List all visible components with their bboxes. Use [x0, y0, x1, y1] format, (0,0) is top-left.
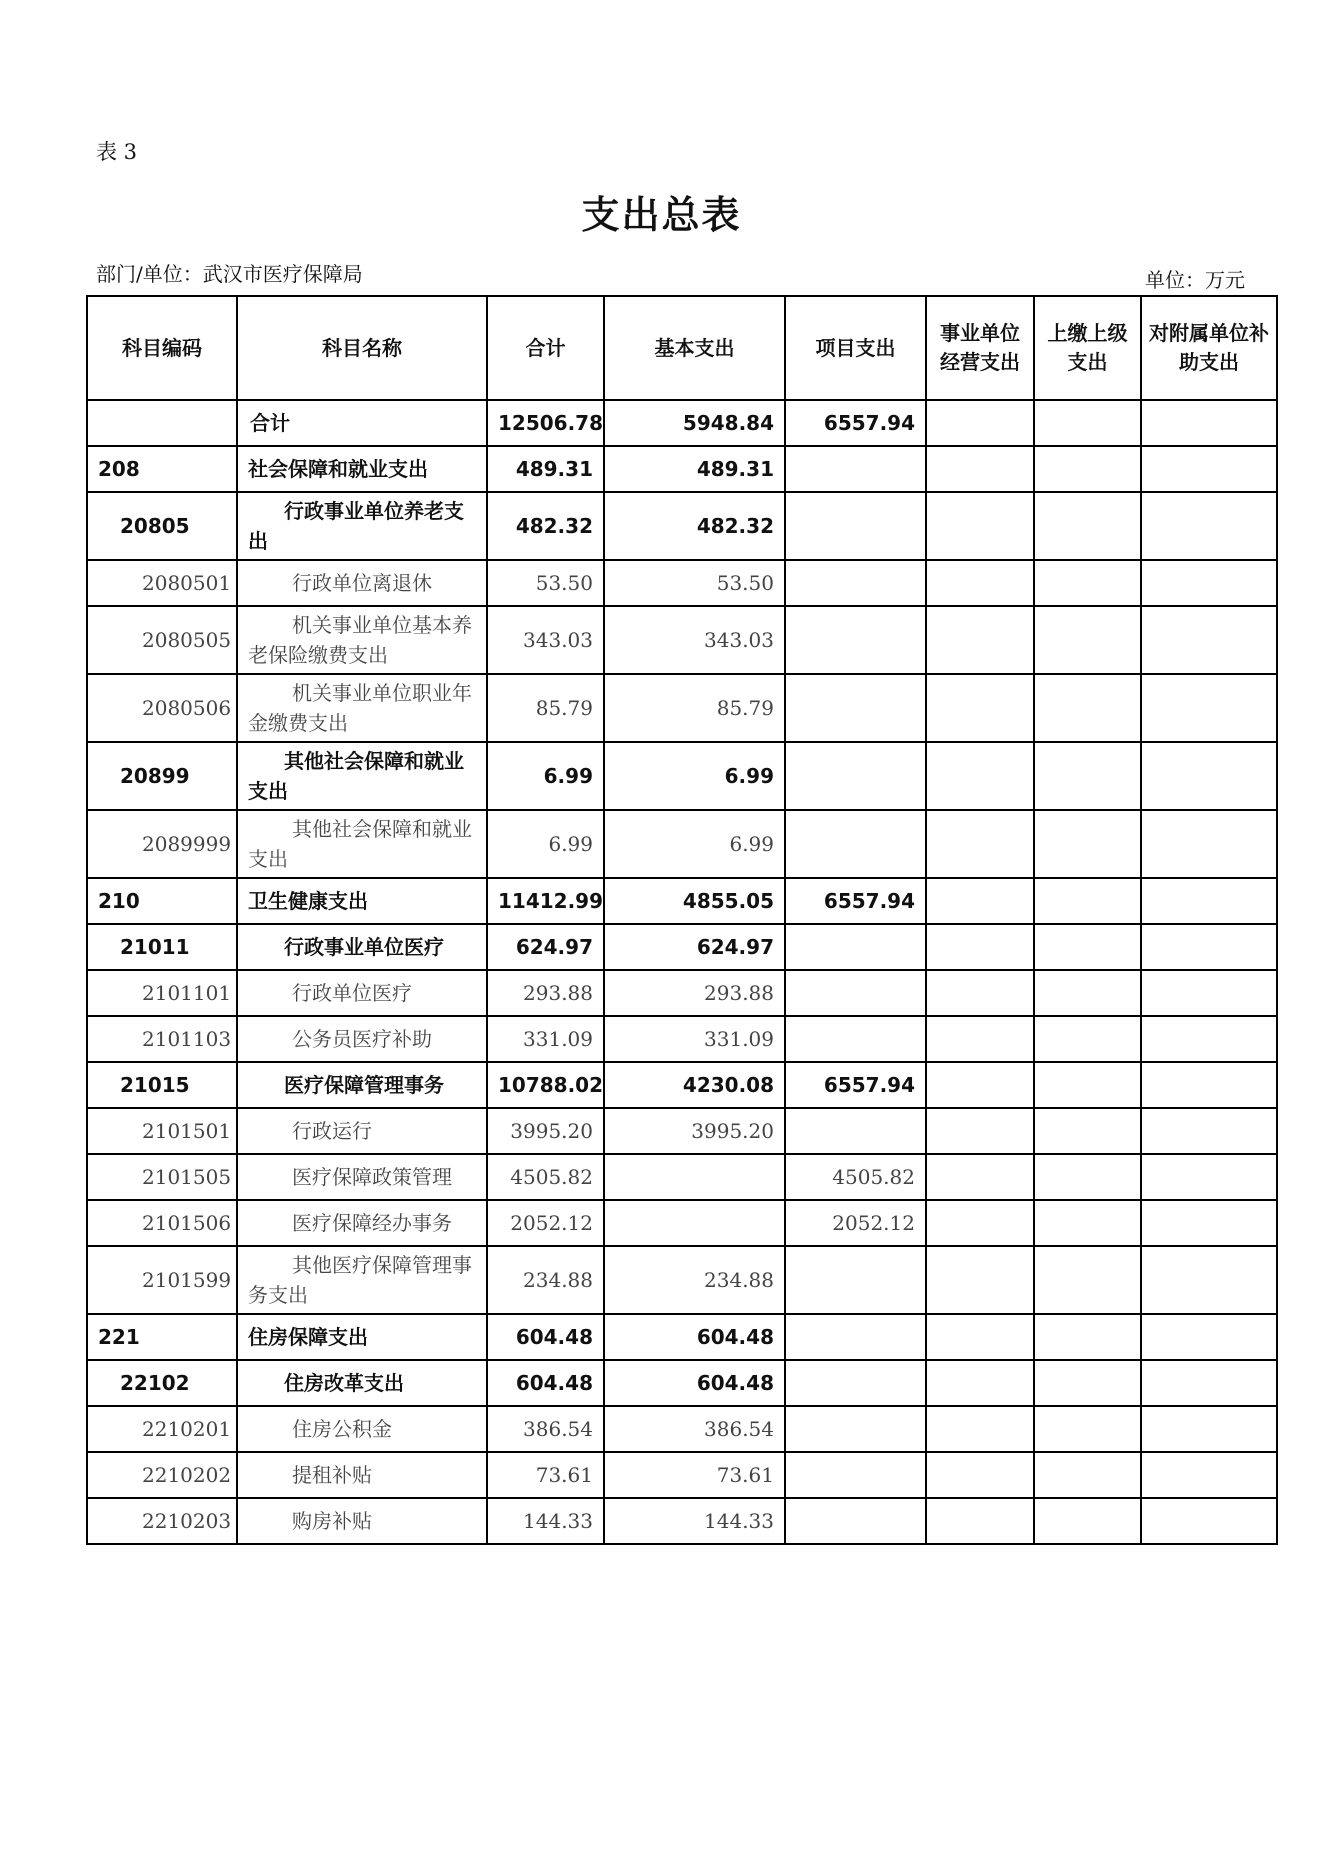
cell-name: 卫生健康支出 [237, 878, 487, 924]
cell-subsidy [1141, 1016, 1277, 1062]
cell-code: 21011 [87, 924, 237, 970]
cell-total: 11412.99 [487, 878, 604, 924]
cell-total: 343.03 [487, 606, 604, 674]
cell-business [926, 400, 1034, 446]
cell-project [785, 1452, 926, 1498]
cell-upper [1034, 446, 1141, 492]
cell-upper [1034, 1452, 1141, 1498]
cell-project: 4505.82 [785, 1154, 926, 1200]
cell-project [785, 924, 926, 970]
cell-total: 85.79 [487, 674, 604, 742]
cell-business [926, 970, 1034, 1016]
table-row [87, 742, 1277, 810]
header-upper: 上缴上级支出 [1034, 296, 1141, 400]
cell-subsidy [1141, 1498, 1277, 1544]
cell-upper [1034, 1200, 1141, 1246]
cell-name: 其他医疗保障管理事务支出 [237, 1246, 487, 1314]
table-row [87, 1406, 1277, 1452]
cell-upper [1034, 878, 1141, 924]
cell-name: 住房改革支出 [237, 1360, 487, 1406]
cell-name: 行政运行 [237, 1108, 487, 1154]
cell-project [785, 970, 926, 1016]
cell-business [926, 1406, 1034, 1452]
cell-project [785, 1246, 926, 1314]
header-code: 科目编码 [87, 296, 237, 400]
cell-subsidy [1141, 606, 1277, 674]
cell-name: 行政事业单位养老支出 [237, 492, 487, 560]
cell-upper [1034, 400, 1141, 446]
cell-business [926, 1246, 1034, 1314]
table-row [87, 674, 1277, 742]
cell-subsidy [1141, 400, 1277, 446]
cell-basic: 4230.08 [604, 1062, 785, 1108]
cell-project [785, 1314, 926, 1360]
cell-name: 行政单位离退休 [237, 560, 487, 606]
cell-upper [1034, 1406, 1141, 1452]
cell-project [785, 674, 926, 742]
cell-business [926, 878, 1034, 924]
cell-basic: 604.48 [604, 1314, 785, 1360]
table-row [87, 400, 1277, 446]
cell-upper [1034, 970, 1141, 1016]
cell-total: 6.99 [487, 742, 604, 810]
header-name: 科目名称 [237, 296, 487, 400]
cell-basic: 624.97 [604, 924, 785, 970]
cell-code: 2101506 [87, 1200, 237, 1246]
table-row [87, 1062, 1277, 1108]
cell-project [785, 1406, 926, 1452]
cell-basic: 73.61 [604, 1452, 785, 1498]
cell-total: 10788.02 [487, 1062, 604, 1108]
cell-business [926, 1498, 1034, 1544]
cell-total: 144.33 [487, 1498, 604, 1544]
cell-upper [1034, 674, 1141, 742]
cell-subsidy [1141, 446, 1277, 492]
cell-basic: 293.88 [604, 970, 785, 1016]
cell-business [926, 674, 1034, 742]
table-number: 表 3 [96, 140, 138, 164]
table-row [87, 1016, 1277, 1062]
table-row [87, 810, 1277, 878]
cell-total: 293.88 [487, 970, 604, 1016]
cell-basic: 3995.20 [604, 1108, 785, 1154]
cell-subsidy [1141, 1360, 1277, 1406]
cell-upper [1034, 742, 1141, 810]
cell-upper [1034, 1314, 1141, 1360]
cell-subsidy [1141, 924, 1277, 970]
cell-code: 221 [87, 1314, 237, 1360]
cell-name: 住房保障支出 [237, 1314, 487, 1360]
cell-subsidy [1141, 1314, 1277, 1360]
cell-total: 234.88 [487, 1246, 604, 1314]
cell-code: 2101505 [87, 1154, 237, 1200]
header-basic: 基本支出 [604, 296, 785, 400]
cell-business [926, 606, 1034, 674]
cell-basic: 604.48 [604, 1360, 785, 1406]
table-header-row [87, 296, 1277, 400]
cell-total: 604.48 [487, 1360, 604, 1406]
table-row [87, 1154, 1277, 1200]
cell-upper [1034, 810, 1141, 878]
cell-subsidy [1141, 560, 1277, 606]
cell-subsidy [1141, 878, 1277, 924]
cell-upper [1034, 492, 1141, 560]
cell-project [785, 606, 926, 674]
cell-code: 2101101 [87, 970, 237, 1016]
cell-subsidy [1141, 1108, 1277, 1154]
cell-project [785, 1108, 926, 1154]
cell-name: 公务员医疗补助 [237, 1016, 487, 1062]
cell-code: 20899 [87, 742, 237, 810]
cell-project [785, 1498, 926, 1544]
cell-upper [1034, 924, 1141, 970]
cell-name: 行政单位医疗 [237, 970, 487, 1016]
cell-code: 20805 [87, 492, 237, 560]
cell-basic: 343.03 [604, 606, 785, 674]
cell-project [785, 492, 926, 560]
cell-total: 73.61 [487, 1452, 604, 1498]
cell-code: 22102 [87, 1360, 237, 1406]
cell-code: 2080505 [87, 606, 237, 674]
cell-project [785, 1360, 926, 1406]
cell-code: 210 [87, 878, 237, 924]
cell-basic: 6.99 [604, 742, 785, 810]
cell-code: 2089999 [87, 810, 237, 878]
cell-total: 6.99 [487, 810, 604, 878]
cell-project [785, 1016, 926, 1062]
cell-total: 386.54 [487, 1406, 604, 1452]
cell-basic: 234.88 [604, 1246, 785, 1314]
table-row [87, 1452, 1277, 1498]
cell-name: 机关事业单位职业年金缴费支出 [237, 674, 487, 742]
cell-business [926, 1108, 1034, 1154]
cell-basic [604, 1154, 785, 1200]
cell-code: 2210203 [87, 1498, 237, 1544]
table-row [87, 970, 1277, 1016]
cell-basic: 144.33 [604, 1498, 785, 1544]
table-row [87, 924, 1277, 970]
cell-upper [1034, 1360, 1141, 1406]
header-project: 项目支出 [785, 296, 926, 400]
cell-business [926, 1154, 1034, 1200]
cell-subsidy [1141, 1154, 1277, 1200]
cell-total: 331.09 [487, 1016, 604, 1062]
table-row [87, 446, 1277, 492]
cell-code: 21015 [87, 1062, 237, 1108]
unit-label: 单位：万元 [1145, 268, 1245, 292]
cell-name: 提租补贴 [237, 1452, 487, 1498]
cell-project [785, 560, 926, 606]
cell-business [926, 1314, 1034, 1360]
cell-name: 社会保障和就业支出 [237, 446, 487, 492]
cell-name: 医疗保障经办事务 [237, 1200, 487, 1246]
cell-subsidy [1141, 810, 1277, 878]
cell-upper [1034, 1108, 1141, 1154]
table-row [87, 606, 1277, 674]
cell-upper [1034, 560, 1141, 606]
cell-code: 2210202 [87, 1452, 237, 1498]
cell-code: 2101103 [87, 1016, 237, 1062]
cell-subsidy [1141, 674, 1277, 742]
expenditure-table [86, 295, 1278, 1545]
cell-upper [1034, 1498, 1141, 1544]
cell-business [926, 492, 1034, 560]
cell-business [926, 742, 1034, 810]
cell-name: 住房公积金 [237, 1406, 487, 1452]
cell-project [785, 446, 926, 492]
page-title: 支出总表 [581, 193, 742, 237]
cell-business [926, 1360, 1034, 1406]
cell-project: 6557.94 [785, 1062, 926, 1108]
cell-upper [1034, 1246, 1141, 1314]
cell-basic: 489.31 [604, 446, 785, 492]
cell-code: 2080501 [87, 560, 237, 606]
header-total: 合计 [487, 296, 604, 400]
header-subsidy: 对附属单位补助支出 [1141, 296, 1277, 400]
cell-project [785, 810, 926, 878]
cell-basic: 331.09 [604, 1016, 785, 1062]
cell-subsidy [1141, 1406, 1277, 1452]
cell-code: 2101599 [87, 1246, 237, 1314]
cell-basic: 5948.84 [604, 400, 785, 446]
cell-basic: 482.32 [604, 492, 785, 560]
cell-business [926, 1452, 1034, 1498]
cell-business [926, 810, 1034, 878]
cell-business [926, 924, 1034, 970]
cell-name: 其他社会保障和就业支出 [237, 742, 487, 810]
cell-subsidy [1141, 1246, 1277, 1314]
table-row [87, 1200, 1277, 1246]
cell-subsidy [1141, 1452, 1277, 1498]
cell-upper [1034, 606, 1141, 674]
table-row [87, 1108, 1277, 1154]
table-row [87, 1498, 1277, 1544]
cell-name: 其他社会保障和就业支出 [237, 810, 487, 878]
table-row [87, 1360, 1277, 1406]
cell-total: 3995.20 [487, 1108, 604, 1154]
cell-code: 2210201 [87, 1406, 237, 1452]
cell-total: 604.48 [487, 1314, 604, 1360]
cell-business [926, 1200, 1034, 1246]
cell-project: 6557.94 [785, 400, 926, 446]
cell-code: 2080506 [87, 674, 237, 742]
cell-business [926, 1062, 1034, 1108]
cell-upper [1034, 1154, 1141, 1200]
cell-subsidy [1141, 742, 1277, 810]
cell-basic: 85.79 [604, 674, 785, 742]
cell-project: 6557.94 [785, 878, 926, 924]
cell-subsidy [1141, 1200, 1277, 1246]
cell-name: 行政事业单位医疗 [237, 924, 487, 970]
cell-total: 2052.12 [487, 1200, 604, 1246]
cell-upper [1034, 1016, 1141, 1062]
cell-name: 合计 [237, 400, 487, 446]
cell-name: 医疗保障管理事务 [237, 1062, 487, 1108]
table-row [87, 1314, 1277, 1360]
table-row [87, 878, 1277, 924]
cell-basic: 6.99 [604, 810, 785, 878]
cell-basic [604, 1200, 785, 1246]
cell-name: 医疗保障政策管理 [237, 1154, 487, 1200]
cell-basic: 4855.05 [604, 878, 785, 924]
cell-basic: 386.54 [604, 1406, 785, 1452]
cell-total: 489.31 [487, 446, 604, 492]
cell-total: 4505.82 [487, 1154, 604, 1200]
cell-name: 购房补贴 [237, 1498, 487, 1544]
cell-name: 机关事业单位基本养老保险缴费支出 [237, 606, 487, 674]
cell-total: 482.32 [487, 492, 604, 560]
table-row [87, 1246, 1277, 1314]
cell-subsidy [1141, 970, 1277, 1016]
cell-project [785, 742, 926, 810]
header-business: 事业单位经营支出 [926, 296, 1034, 400]
department-label: 部门/单位：武汉市医疗保障局 [96, 262, 363, 286]
table-row [87, 492, 1277, 560]
cell-subsidy [1141, 1062, 1277, 1108]
cell-code [87, 400, 237, 446]
cell-basic: 53.50 [604, 560, 785, 606]
table-row [87, 560, 1277, 606]
cell-project: 2052.12 [785, 1200, 926, 1246]
cell-business [926, 560, 1034, 606]
cell-business [926, 446, 1034, 492]
cell-total: 624.97 [487, 924, 604, 970]
cell-total: 53.50 [487, 560, 604, 606]
cell-code: 208 [87, 446, 237, 492]
cell-code: 2101501 [87, 1108, 237, 1154]
cell-subsidy [1141, 492, 1277, 560]
cell-business [926, 1016, 1034, 1062]
cell-total: 12506.78 [487, 400, 604, 446]
cell-upper [1034, 1062, 1141, 1108]
